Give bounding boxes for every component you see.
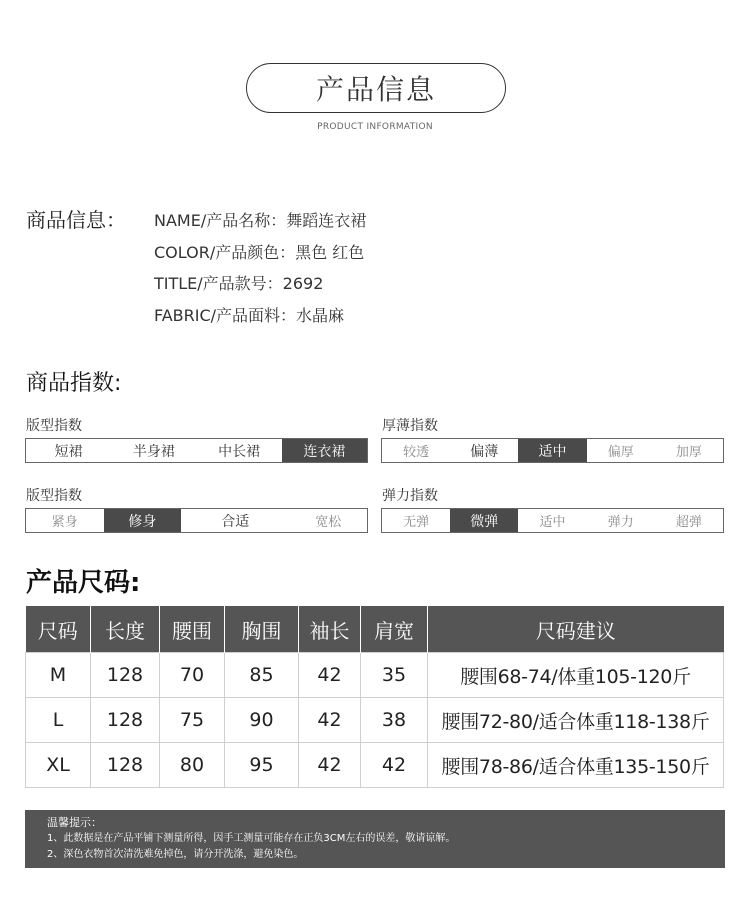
index-option-selected: 微弹 xyxy=(450,509,518,532)
product-name: NAME/产品名称：舞蹈连衣裙 xyxy=(154,211,367,230)
cell-sleeve: 42 xyxy=(299,743,361,788)
header-waist: 腰围 xyxy=(160,606,225,653)
index-option: 偏厚 xyxy=(607,445,634,460)
cell-waist: 70 xyxy=(160,653,225,698)
product-fabric: FABRIC/产品面料：水晶麻 xyxy=(154,305,345,325)
cell-bust: 95 xyxy=(225,743,299,788)
cell-length: 128 xyxy=(91,743,160,788)
index-option: 偏薄 xyxy=(470,443,499,460)
cell-shoulder: 42 xyxy=(361,743,428,788)
size-table-header-row xyxy=(26,606,724,653)
index-bar-thickness xyxy=(381,438,724,463)
product-style-number: TITLE/产品款号：2692 xyxy=(154,274,324,293)
index-option: 中长裙 xyxy=(218,443,261,460)
index-option: 紧身 xyxy=(51,515,78,530)
cell-shoulder: 35 xyxy=(361,653,428,698)
table-row xyxy=(26,698,724,743)
index-option: 适中 xyxy=(539,515,566,530)
cell-bust: 90 xyxy=(225,698,299,743)
index-option: 无弹 xyxy=(403,515,430,530)
header-subtitle: PRODUCT INFORMATION xyxy=(317,122,433,132)
size-table xyxy=(25,606,724,788)
cell-size: XL xyxy=(26,743,91,788)
cell-bust: 85 xyxy=(225,653,299,698)
index-option: 较透 xyxy=(403,445,430,460)
table-row xyxy=(26,743,724,788)
cell-size: M xyxy=(26,653,91,698)
index-label-silhouette: 版型指数 xyxy=(26,488,82,504)
tips-line: 1、此数据是在产品平铺下测量所得，因手工测量可能存在正负3CM左右的误差，敬请谅解。 xyxy=(47,833,456,844)
header-shoulder: 肩宽 xyxy=(361,606,428,653)
tips-line: 2、深色衣物首次清洗难免掉色，请分开洗涤，避免染色。 xyxy=(47,849,304,860)
index-option: 短裙 xyxy=(54,443,83,460)
header-sleeve: 袖长 xyxy=(299,606,361,653)
header-title: 产品信息 xyxy=(315,73,436,106)
index-option: 超弹 xyxy=(675,515,702,530)
tips-box xyxy=(25,810,725,868)
cell-length: 128 xyxy=(91,653,160,698)
index-option: 加厚 xyxy=(675,445,702,460)
index-option: 弹力 xyxy=(607,515,634,530)
product-info-label: 商品信息： xyxy=(26,208,126,232)
header-length: 长度 xyxy=(91,606,160,653)
header-advice: 尺码建议 xyxy=(428,606,724,653)
cell-sleeve: 42 xyxy=(299,698,361,743)
index-option-selected: 连衣裙 xyxy=(282,439,367,462)
product-color: COLOR/产品颜色：黑色 红色 xyxy=(154,242,365,262)
index-label-elasticity: 弹力指数 xyxy=(382,488,438,504)
tips-title: 温馨提示： xyxy=(47,816,102,829)
index-label-thickness: 厚薄指数 xyxy=(382,418,438,434)
cell-waist: 80 xyxy=(160,743,225,788)
cell-advice: 腰围72-80/适合体重118-138斤 xyxy=(428,698,724,743)
cell-advice: 腰围78-86/适合体重135-150斤 xyxy=(428,743,724,788)
index-bar-silhouette xyxy=(25,508,368,533)
index-label-fit: 版型指数 xyxy=(26,418,82,434)
index-option: 半身裙 xyxy=(132,443,175,460)
cell-size: L xyxy=(26,698,91,743)
index-bar-fit xyxy=(25,438,368,463)
cell-sleeve: 42 xyxy=(299,653,361,698)
index-option: 合适 xyxy=(221,513,250,530)
cell-waist: 75 xyxy=(160,698,225,743)
index-bar-elasticity xyxy=(381,508,724,533)
cell-length: 128 xyxy=(91,698,160,743)
index-option-selected: 修身 xyxy=(104,509,182,532)
cell-shoulder: 38 xyxy=(361,698,428,743)
product-info-list xyxy=(154,207,366,333)
indices-title: 商品指数: xyxy=(26,371,122,396)
index-option-selected: 适中 xyxy=(518,439,586,462)
cell-advice: 腰围68-74/体重105-120斤 xyxy=(428,653,724,698)
size-section-title: 产品尺码: xyxy=(26,568,141,598)
header-size: 尺码 xyxy=(26,606,91,653)
header-title-pill xyxy=(246,63,506,113)
header-bust: 胸围 xyxy=(225,606,299,653)
index-option: 宽松 xyxy=(315,515,342,530)
table-row xyxy=(26,653,724,698)
